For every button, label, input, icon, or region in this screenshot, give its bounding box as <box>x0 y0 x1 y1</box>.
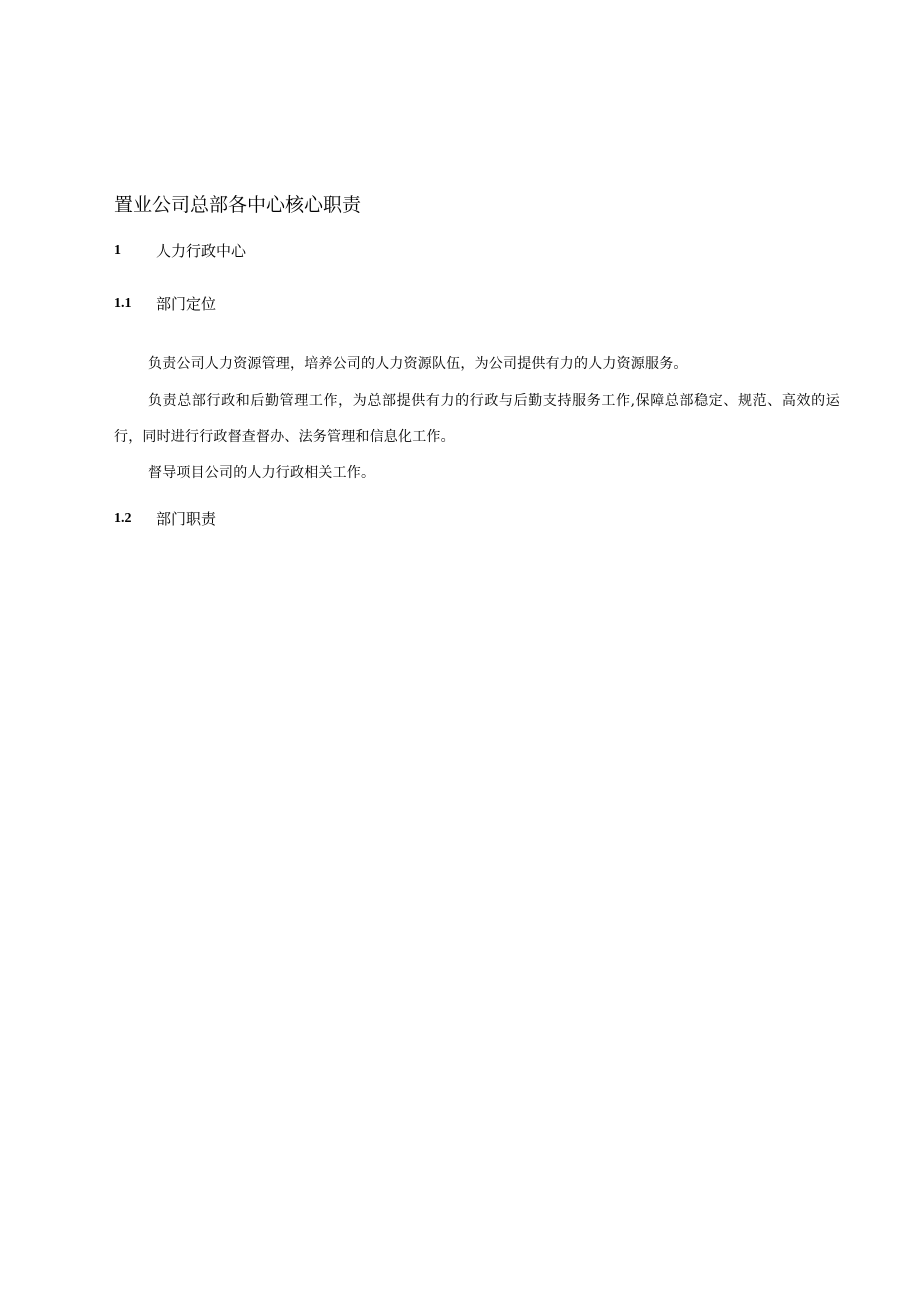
subsection-number: 1.1 <box>114 296 132 311</box>
paragraph: 负责总部行政和后勤管理工作，为总部提供有力的行政与后勤支持服务工作,保障总部稳定、规范、高效的运行，同时进行行政督查督办、法务管理和信息化工作。 <box>114 393 840 445</box>
document-title: 置业公司总部各中心核心职责 <box>114 194 362 216</box>
subsection-number: 1.2 <box>114 511 132 526</box>
section-title: 人力行政中心 <box>156 242 247 260</box>
section-number: 1 <box>114 243 121 258</box>
paragraph: 负责公司人力资源管理，培养公司的人力资源队伍，为公司提供有力的人力资源服务。 <box>148 356 688 372</box>
subsection-title: 部门职责 <box>156 510 217 528</box>
paragraph: 督导项目公司的人力行政相关工作。 <box>148 465 376 481</box>
subsection-title: 部门定位 <box>156 295 217 313</box>
